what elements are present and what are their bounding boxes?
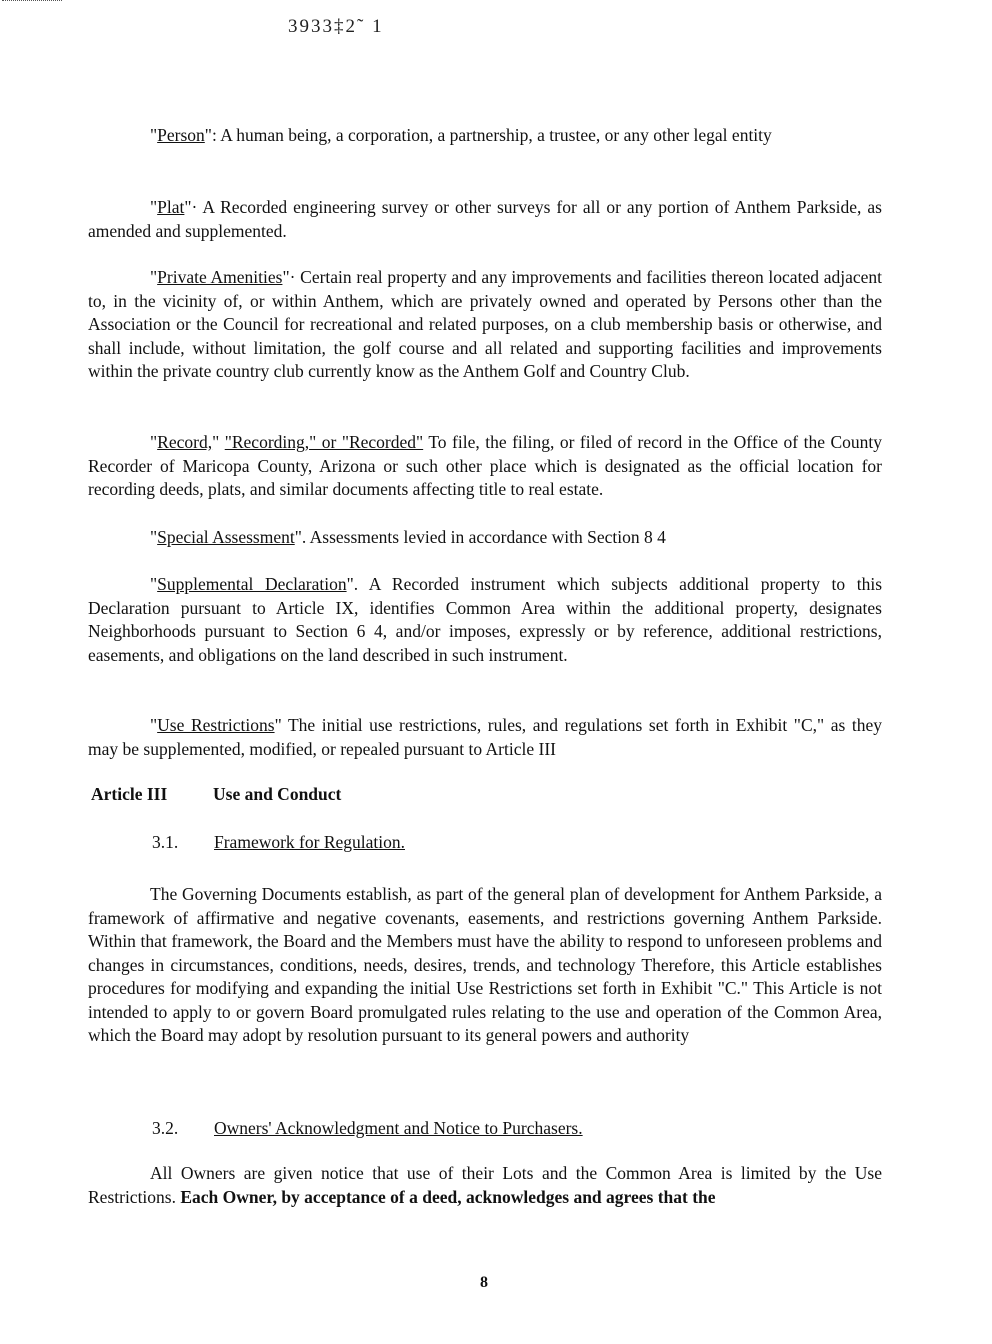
definition-text: The initial use restrictions, rules, and regulations set forth in Exhibit "C," as they may be supplemented, modified, or repealed pursuant to Article III bbox=[88, 715, 882, 759]
section-body-3-1: The Governing Documents establish, as part of the general plan of development for Anthem Parkside, a framework of affirmative and negative covenants, easements, and restrictions governing Anthem Parkside. Within that framework, the Board and the Members must have the ability to respond to unforeseen problems and changes in circumstances, conditions, needs, desires, trends, and technology Therefore, this Article establishes procedures for modifying and expanding the initial Use Restrictions set forth in Exhibit "C." This Article is not intended to apply to or govern Board promulgated rules relating to the use and operation of the Common Area, which the Board may adopt by resolution pursuant to its general powers and authority bbox=[88, 884, 882, 1045]
definition-term: Person bbox=[157, 125, 205, 145]
definition-term: Private Amenities bbox=[157, 267, 283, 287]
section-title: Framework for Regulation. bbox=[214, 832, 405, 852]
article-title: Use and Conduct bbox=[213, 784, 342, 804]
section-body-bold: Each Owner, by acceptance of a deed, acknowledges and agrees that the bbox=[180, 1186, 716, 1207]
definition-term: Special Assessment bbox=[157, 527, 295, 547]
article-heading bbox=[91, 784, 341, 805]
document-code: 3933‡2˜ 1 bbox=[288, 16, 384, 37]
definition-text: Certain real property and any improvements and facilities thereon located adjacent to, in the vicinity of, or within Anthem, which are privately owned and operated by Persons other than the Association or the Council for recreational and related purposes, on a club membership basis or otherwise, and shall include, without limitation, the golf course and all related and supporting facilities and improvements within the private country club currently know as the Anthem Golf and Country Club. bbox=[88, 267, 882, 381]
definition-term: Supplemental Declaration bbox=[157, 574, 347, 594]
definition-person: "Person": A human being, a corporation, a partnership, a trustee, or any other legal entity bbox=[150, 125, 772, 145]
definition-supplemental-declaration: "Supplemental Declaration". A Recorded instrument which subjects additional property to this Declaration pursuant to Article IX, identifies Common Area within the additional property, designates Neighborhoods pursuant to Section 6 4, and/or imposes, expressly or by reference, additional restrictions, easements, and obligations on the land described in such instrument. bbox=[88, 574, 883, 665]
section-number: 3.1. bbox=[152, 832, 179, 852]
section-number: 3.2. bbox=[152, 1118, 179, 1138]
section-heading-3-2 bbox=[152, 1118, 583, 1139]
scan-mark bbox=[2, 0, 62, 2]
article-number: Article III bbox=[91, 784, 168, 804]
section-heading-3-1 bbox=[152, 832, 405, 853]
definition-private-amenities: "Private Amenities"· Certain real property and any improvements and facilities thereon located adjacent to, in the vicinity of, or within Anthem, which are privately owned and operated by Persons other than the Association or the Council for recreational and related purposes, on a club membership basis or otherwise, and shall include, without limitation, the golf course and all related and supporting facilities and improvements within the private country club currently know as the Anthem Golf and Country Club. bbox=[88, 267, 882, 381]
section-body-3-2: All Owners are given notice that use of their Lots and the Common Area is limited by the Use Restrictions. Each Owner, by acceptance of a deed, acknowledges and agrees that the bbox=[88, 1163, 882, 1207]
definition-text: A human being, a corporation, a partnership, a trustee, or any other legal entity bbox=[220, 125, 772, 145]
definition-term: Record, bbox=[157, 432, 213, 452]
definition-term: Plat bbox=[157, 197, 185, 217]
definition-plat: "Plat"· A Recorded engineering survey or other surveys for all or any portion of Anthem Parkside, as amended and supplemented. bbox=[88, 197, 882, 241]
definition-text: Assessments levied in accordance with Section 8 4 bbox=[309, 527, 666, 547]
page-number: 8 bbox=[480, 1274, 488, 1291]
definition-special-assessment: "Special Assessment". Assessments levied in accordance with Section 8 4 bbox=[150, 527, 666, 547]
definition-use-restrictions: "Use Restrictions" The initial use restrictions, rules, and regulations set forth in Exhibit "C," as they may be supplemented, modified, or repealed pursuant to Article III bbox=[88, 715, 882, 759]
definition-term: Use Restrictions bbox=[157, 715, 275, 735]
section-title: Owners' Acknowledgment and Notice to Purchasers. bbox=[214, 1118, 583, 1138]
definition-text: A Recorded engineering survey or other surveys for all or any portion of Anthem Parkside, as amended and supplemented. bbox=[88, 197, 882, 241]
definition-text: A Recorded instrument which subjects additional property to this Declaration pursuant to Article IX, identifies Common Area within the additional property, designates Neighborhoods pursuant to Section 6 4, and/or imposes, expressly or by reference, additional restrictions, easements, and obligations on the land described in such instrument. bbox=[88, 574, 883, 665]
definition-record: "Record," "Recording," or "Recorded" To file, the filing, or filed of record in the Office of the County Recorder of Maricopa County, Arizona or such other place which is designated as the official location for recording deeds, plats, and similar documents affecting title to real estate. bbox=[88, 432, 882, 499]
definition-extra-terms: "Recording," or "Recorded" bbox=[224, 432, 424, 452]
definition-text: To file, the filing, or filed of record in the Office of the County Recorder of Maricopa County, Arizona or such other place which is designated as the official location for recording deeds, plats, and similar documents affecting title to real estate. bbox=[88, 432, 882, 499]
